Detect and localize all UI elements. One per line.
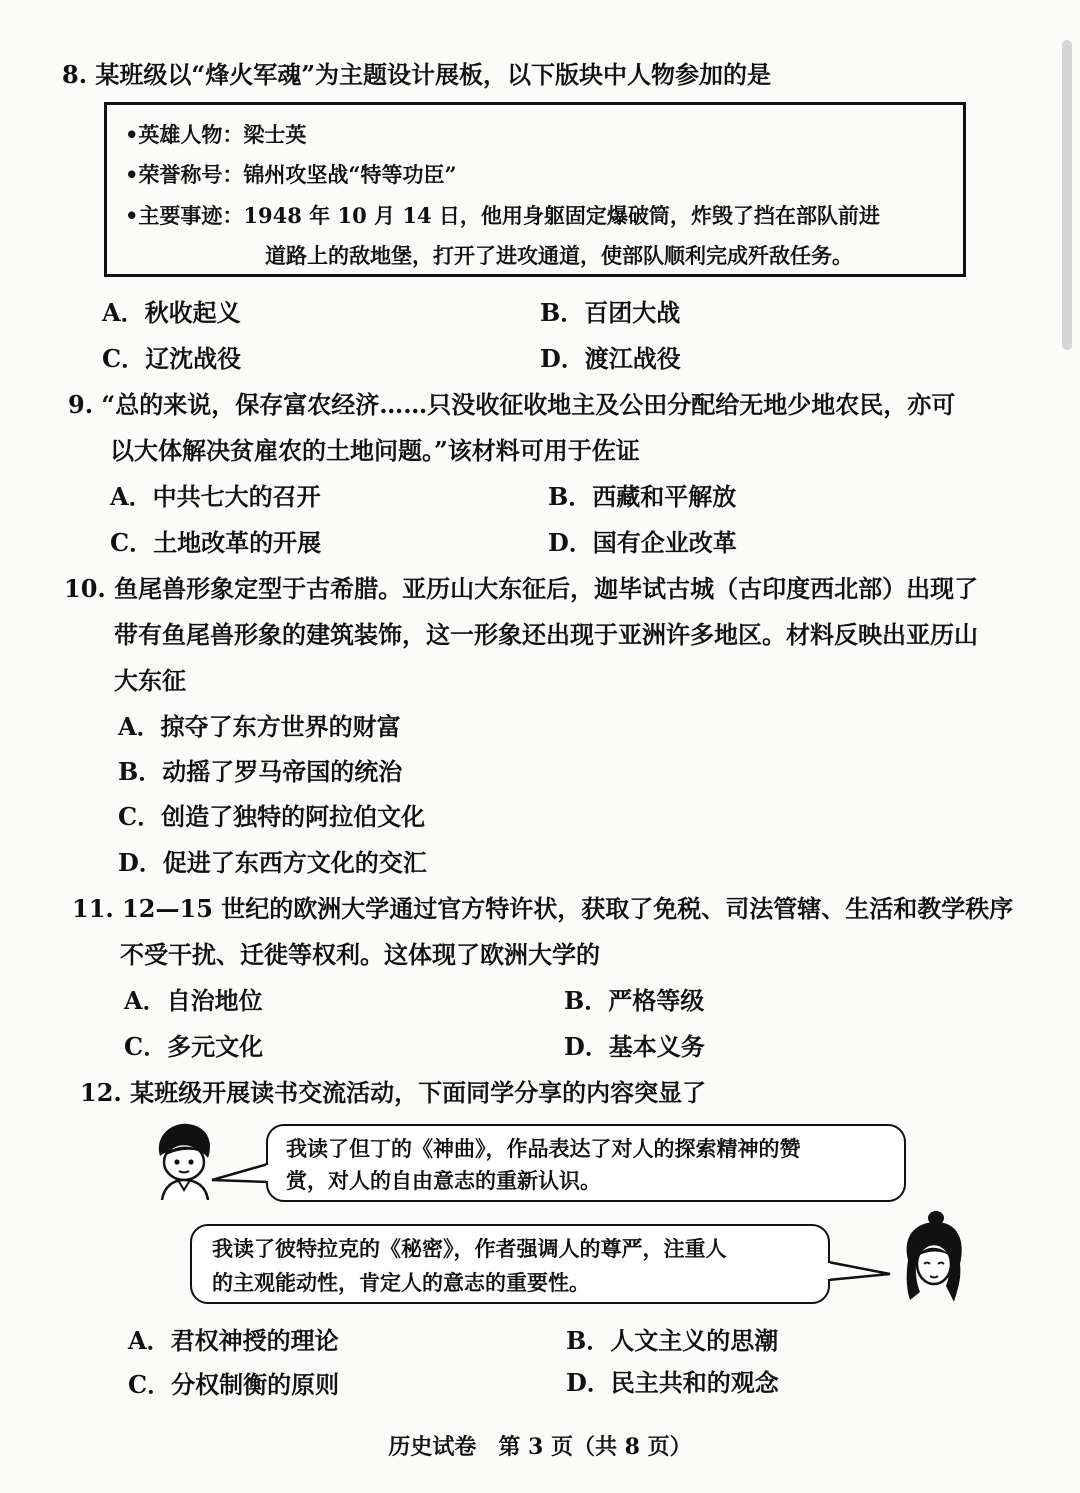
q11-option-d[interactable]: D．基本义务 [564, 1032, 705, 1061]
q11-option-a[interactable]: A．自治地位 [124, 986, 263, 1015]
q8-option-d[interactable]: D．渡江战役 [540, 344, 681, 373]
q8-box-line-4: 道路上的敌地堡，打开了进攻通道，使部队顺利完成歼敌任务。 [265, 243, 853, 268]
q12-option-b[interactable]: B．人文主义的思潮 [566, 1326, 779, 1355]
q9-option-b[interactable]: B．西藏和平解放 [548, 482, 737, 511]
q12-option-d[interactable]: D．民主共和的观念 [566, 1368, 779, 1397]
q8-option-c[interactable]: C．辽沈战役 [102, 344, 242, 373]
q12-option-a[interactable]: A．君权神授的理论 [128, 1326, 339, 1355]
vertical-scrollbar[interactable] [1062, 40, 1072, 350]
q9-option-a[interactable]: A．中共七大的召开 [110, 482, 321, 511]
q8-box-line-1: •英雄人物：梁士英 [125, 122, 307, 147]
q10-option-d[interactable]: D．促进了东西方文化的交汇 [118, 848, 427, 877]
q8-option-a[interactable]: A．秋收起义 [102, 298, 241, 327]
speech-bubble-boy [266, 1124, 906, 1202]
q8-info-box [104, 102, 966, 277]
q9-option-d[interactable]: D．国有企业改革 [548, 528, 737, 557]
q9-stem-line-1: 9. “总的来说，保存富农经济……只没收征收地主及公田分配给无地少地农民，亦可 [68, 390, 956, 419]
bubble-girl-line-2: 的主观能动性，肯定人的意志的重要性。 [212, 1270, 590, 1295]
q11-option-c[interactable]: C．多元文化 [124, 1032, 264, 1061]
speech-bubble-girl [190, 1224, 830, 1304]
q10-option-a[interactable]: A．掠夺了东方世界的财富 [118, 712, 401, 741]
bubble-girl-line-1: 我读了彼特拉克的《秘密》，作者强调人的尊严，注重人 [212, 1236, 727, 1261]
scrollbar-thumb[interactable] [1062, 40, 1072, 350]
q10-stem-line-3: 大东征 [114, 666, 186, 695]
q10-option-b[interactable]: B．动摇了罗马帝国的统治 [118, 757, 403, 786]
q10-stem-line-1: 10. 鱼尾兽形象定型于古希腊。亚历山大东征后，迦毕试古城（古印度西北部）出现了 [64, 574, 979, 603]
q8-box-line-2: •荣誉称号：锦州攻坚战“特等功臣” [125, 162, 457, 187]
bubble-boy-line-2: 赏，对人的自由意志的重新认识。 [286, 1168, 601, 1193]
bubble-girl-tail-icon [826, 1258, 892, 1288]
q12-option-c[interactable]: C．分权制衡的原则 [128, 1370, 340, 1399]
q11-option-b[interactable]: B．严格等级 [564, 986, 705, 1015]
q8-box-line-3: •主要事迹：1948 年 10 月 14 日，他用身躯固定爆破筒，炸毁了挡在部队前进 [125, 203, 880, 228]
q9-stem-line-2: 以大体解决贫雇农的土地问题。”该材料可用于佐证 [110, 436, 640, 465]
q11-stem-line-2: 不受干扰、迁徙等权利。这体现了欧洲大学的 [120, 940, 600, 969]
q10-option-c[interactable]: C．创造了独特的阿拉伯文化 [118, 802, 426, 831]
q9-option-c[interactable]: C．土地改革的开展 [110, 528, 322, 557]
q8-stem: 8. 某班级以“烽火军魂”为主题设计展板，以下版块中人物参加的是 [62, 60, 772, 89]
q12-stem: 12. 某班级开展读书交流活动，下面同学分享的内容突显了 [80, 1078, 707, 1107]
q11-stem-line-1: 11. 12—15 世纪的欧洲大学通过官方特许状，获取了免税、司法管辖、生活和教学秩序 [72, 894, 1014, 923]
girl-avatar-icon [896, 1210, 970, 1306]
q8-option-b[interactable]: B．百团大战 [540, 298, 681, 327]
page-footer: 历史试卷 第 3 页（共 8 页） [388, 1434, 692, 1460]
q10-stem-line-2: 带有鱼尾兽形象的建筑装饰，这一形象还出现于亚洲许多地区。材料反映出亚历山 [114, 620, 978, 649]
bubble-boy-line-1: 我读了但丁的《神曲》，作品表达了对人的探索精神的赞 [286, 1136, 801, 1161]
bubble-boy-tail-icon [210, 1160, 270, 1190]
